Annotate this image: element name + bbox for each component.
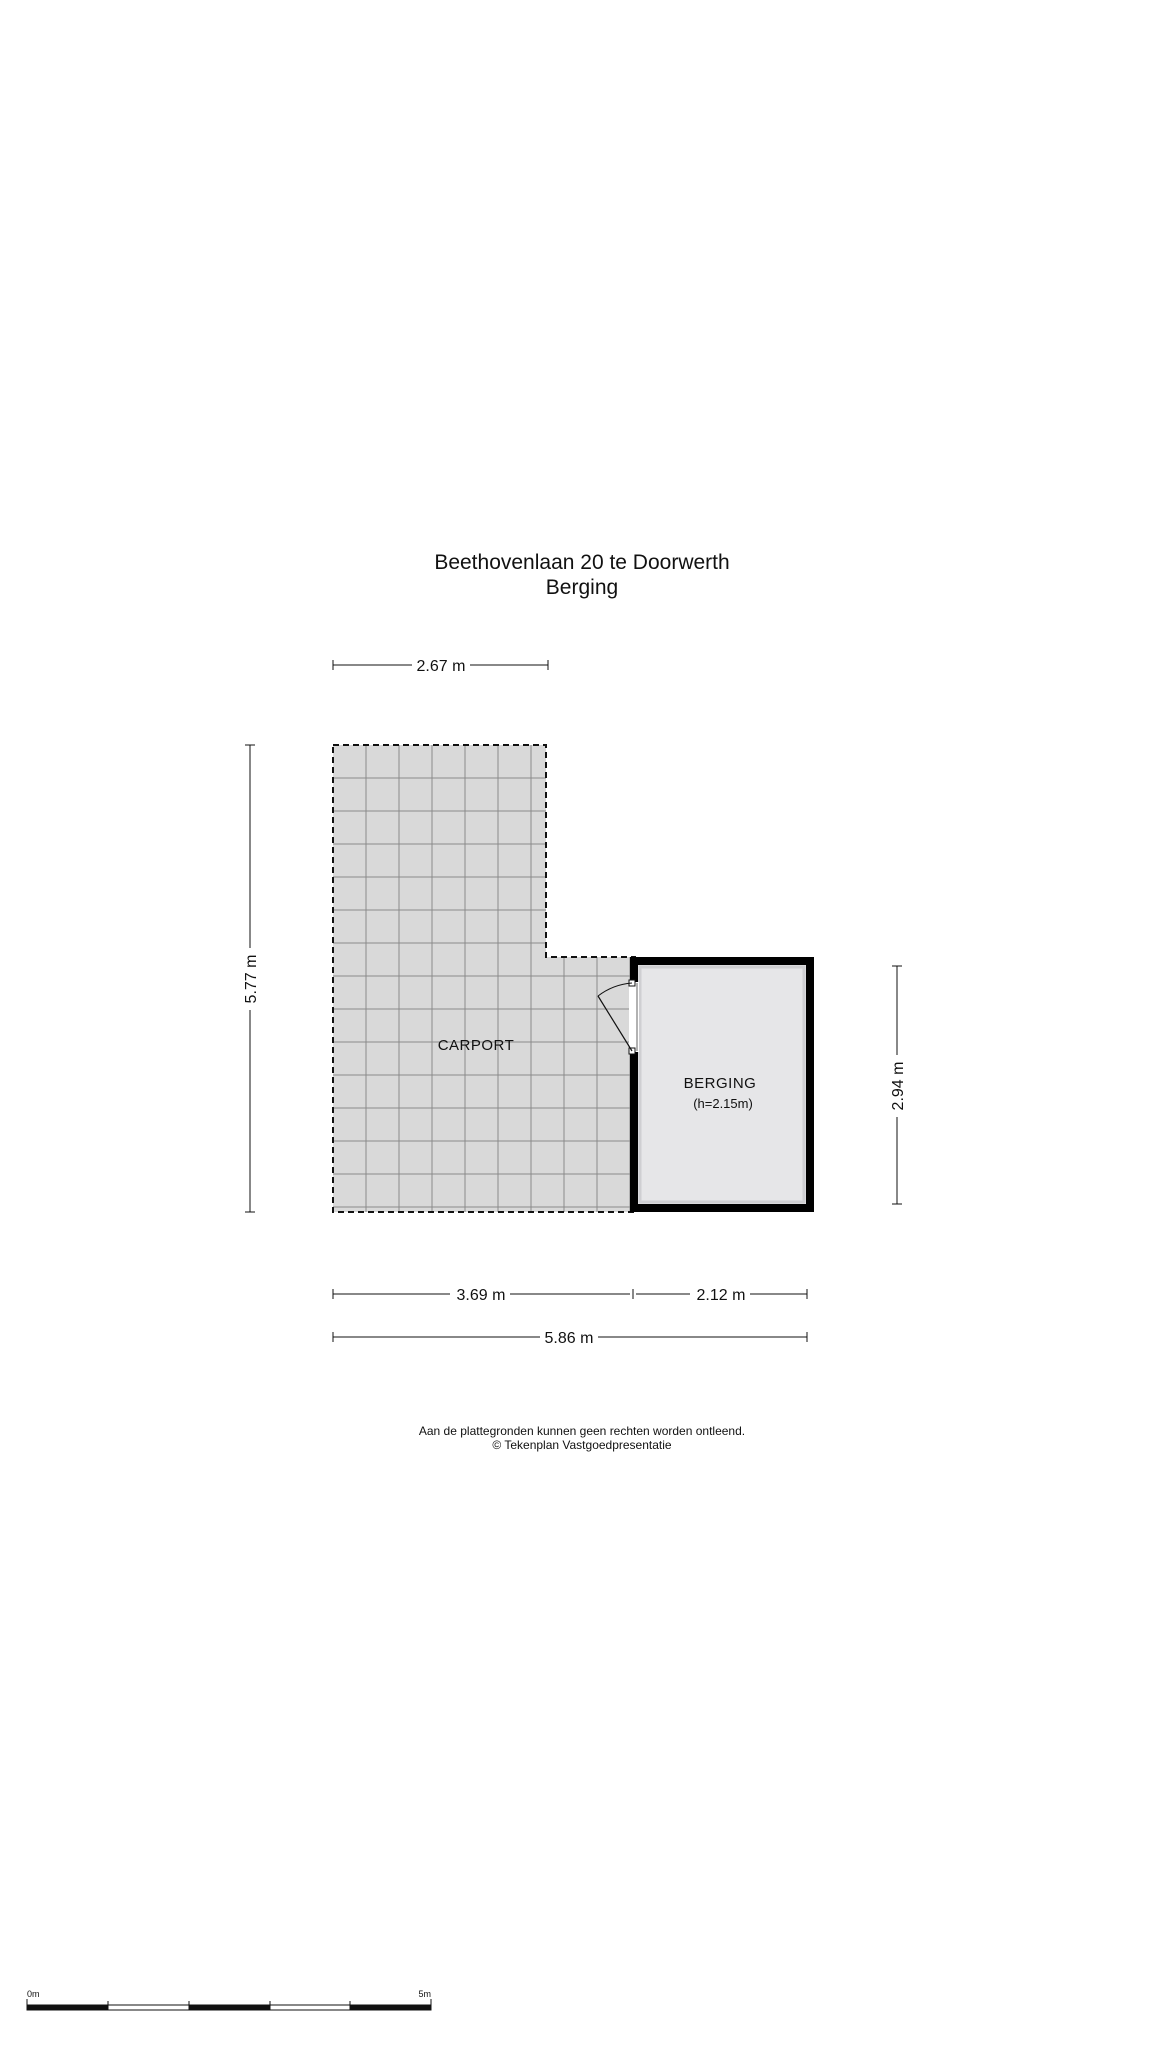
dimension-berging-depth-label: 2.94 m: [890, 1061, 907, 1111]
dimension-bottom-carport-label: 3.69 m: [456, 1287, 506, 1304]
dimension-total-width-label: 5.86 m: [544, 1330, 594, 1347]
dimension-carport-width-label: 2.67 m: [416, 658, 466, 675]
scale-bar-end-label: 5m: [418, 1989, 431, 1999]
berging-height-note: (h=2.15m): [693, 1096, 753, 1111]
plan-title-floor: Berging: [545, 576, 619, 599]
dimension-bottom-berging-label: 2.12 m: [696, 1287, 746, 1304]
dimension-carport-depth-label: 5.77 m: [243, 954, 260, 1004]
carport-label: CARPORT: [437, 1037, 515, 1054]
plan-title-address: Beethovenlaan 20 te Doorwerth: [434, 551, 730, 574]
scale-bar-start-label: 0m: [27, 1989, 40, 1999]
carport-area: [333, 745, 635, 1212]
berging-label: BERGING: [683, 1075, 757, 1092]
copyright-text: © Tekenplan Vastgoedpresentatie: [492, 1438, 672, 1452]
disclaimer-text: Aan de plattegronden kunnen geen rechten worden ontleend.: [418, 1424, 746, 1438]
scale-bar: [27, 1999, 431, 2010]
